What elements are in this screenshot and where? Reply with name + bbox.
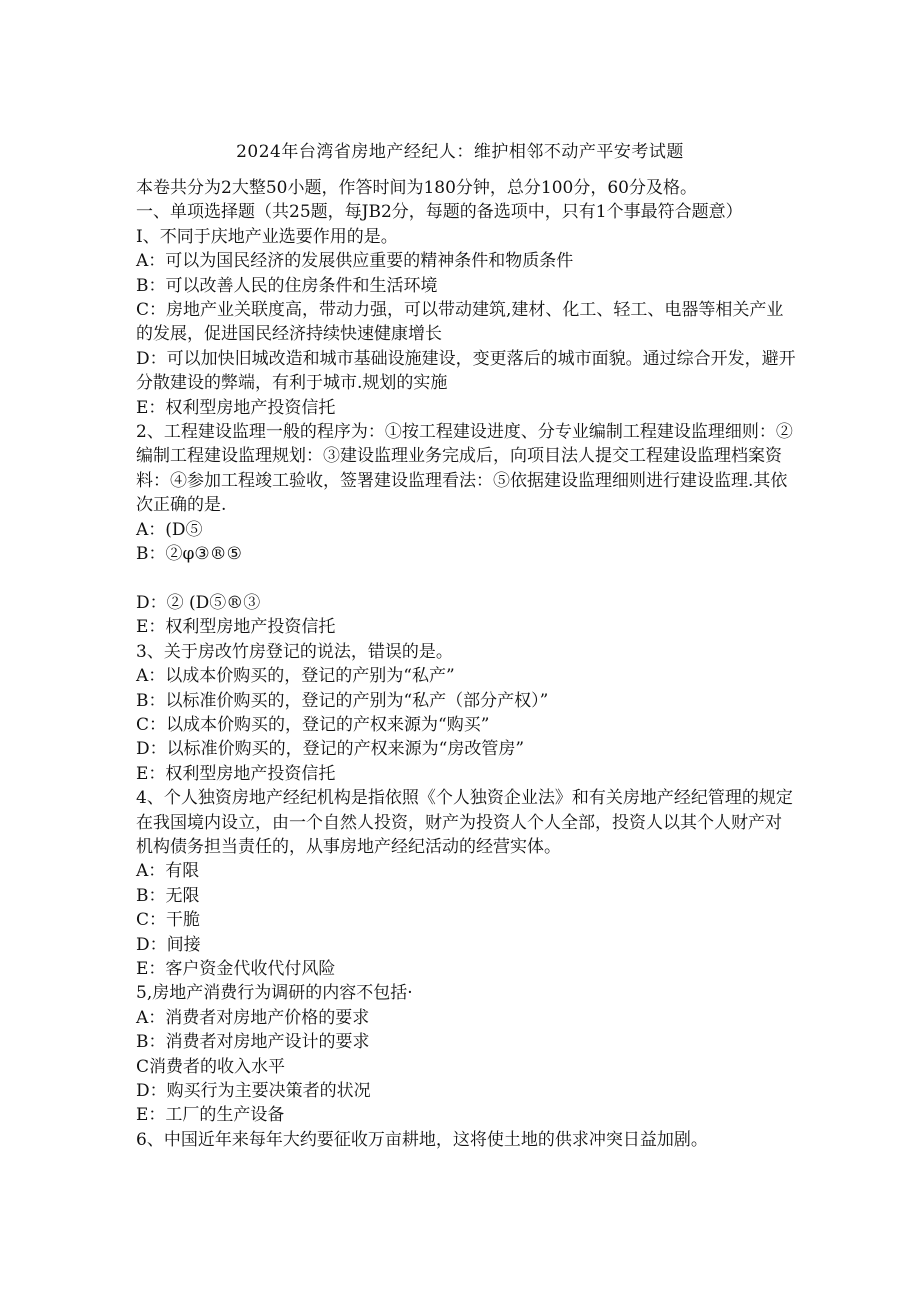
- q4-option-a: A：有限: [136, 861, 200, 882]
- q1-option-c: C：房地产业关联度高，带动力强，可以带动建筑,建材、化工、轻工、电器等相关产业的发展，促进国民经济持续快速健康增长: [136, 300, 784, 345]
- question-6: 6、中国近年来每年大约要征收万亩耕地，这将使土地的供求冲突日益加剧。: [136, 1129, 708, 1150]
- q4-option-e: E：客户资金代收代付风险: [136, 958, 336, 979]
- q1-option-e: E：权利型房地产投资信托: [136, 397, 336, 418]
- q2-option-d: D：② (D⑤®③: [136, 592, 261, 613]
- q4-option-d: D：间接: [136, 934, 201, 955]
- document-body: [136, 176, 796, 1152]
- q2-option-b: B：②φ③®⑤: [136, 544, 242, 565]
- question-2: 2、工程建设监理一般的程序为：①按工程建设进度、分专业编制工程建设监理细则：②编制工程建设监理规划：③建设监理业务完成后，向项目法人提交工程建设监理档案资料：④参加工程竣工验收，签署建设监理看法：⑤依据建设监理细则进行建设监理.其依次正确的是.: [136, 422, 793, 516]
- q5-option-a: A：消费者对房地产价格的要求: [136, 1007, 370, 1028]
- q3-option-e: E：权利型房地产投资信托: [136, 763, 336, 784]
- q5-option-b: B：消费者对房地产设计的要求: [136, 1032, 370, 1053]
- q1-option-a: A：可以为国民经济的发展供应重要的精神条件和物质条件: [136, 251, 574, 272]
- q3-option-a: A：以成本价购买的，登记的产别为“私产”: [136, 666, 455, 687]
- q3-option-c: C：以成本价购买的，登记的产权来源为“购买”: [136, 714, 490, 735]
- q5-option-c: C消费者的收入水平: [136, 1056, 286, 1077]
- question-5: 5,房地产消费行为调研的内容不包括·: [136, 983, 413, 1004]
- q2-option-a: A：(D⑤: [136, 519, 203, 540]
- exam-instructions: 本卷共分为2大整50小题，作答时间为180分钟，总分100分，60分及格。: [136, 178, 697, 198]
- q3-option-d: D：以标准价购买的，登记的产权来源为“房改管房”: [136, 739, 525, 760]
- question-3: 3、关于房改竹房登记的说法，错误的是。: [136, 641, 453, 662]
- blank-line: [136, 567, 796, 591]
- q4-option-b: B：无限: [136, 885, 200, 906]
- q2-option-e: E：权利型房地产投资信托: [136, 617, 336, 638]
- document-title: 2024年台湾省房地产经纪人：维护相邻不动产平安考试题: [236, 142, 684, 162]
- q5-option-d: D：购买行为主要决策者的状况: [136, 1081, 371, 1102]
- question-1: I、不同于庆地产业选要作用的是。: [136, 226, 398, 247]
- q1-option-d: D：可以加快旧城改造和城市基础设施建设，变更落后的城市面貌。通过综合开发，避开分散建设的弊端，有利于城市.规划的实施: [136, 348, 796, 394]
- q4-option-c: C：干脆: [136, 910, 201, 931]
- question-4: 4、个人独资房地产经纪机构是指依照《个人独资企业法》和有关房地产经纪管理的规定在我国境内设立，由一个自然人投资，财产为投资人个人全部，投资人以其个人财产对机构债务担当责任的，从事房地产经纪活动的经营实体。: [136, 788, 793, 857]
- q5-option-e: E：工厂的生产设备: [136, 1105, 285, 1126]
- q3-option-b: B：以标准价购买的，登记的产别为“私产（部分产权）”: [136, 690, 549, 711]
- q1-option-b: B：可以改善人民的住房条件和生活环境: [136, 275, 438, 296]
- section-heading: 一、单项选择题（共25题，每JB2分，每题的备选项中，只有1个事最符合题意）: [136, 202, 743, 223]
